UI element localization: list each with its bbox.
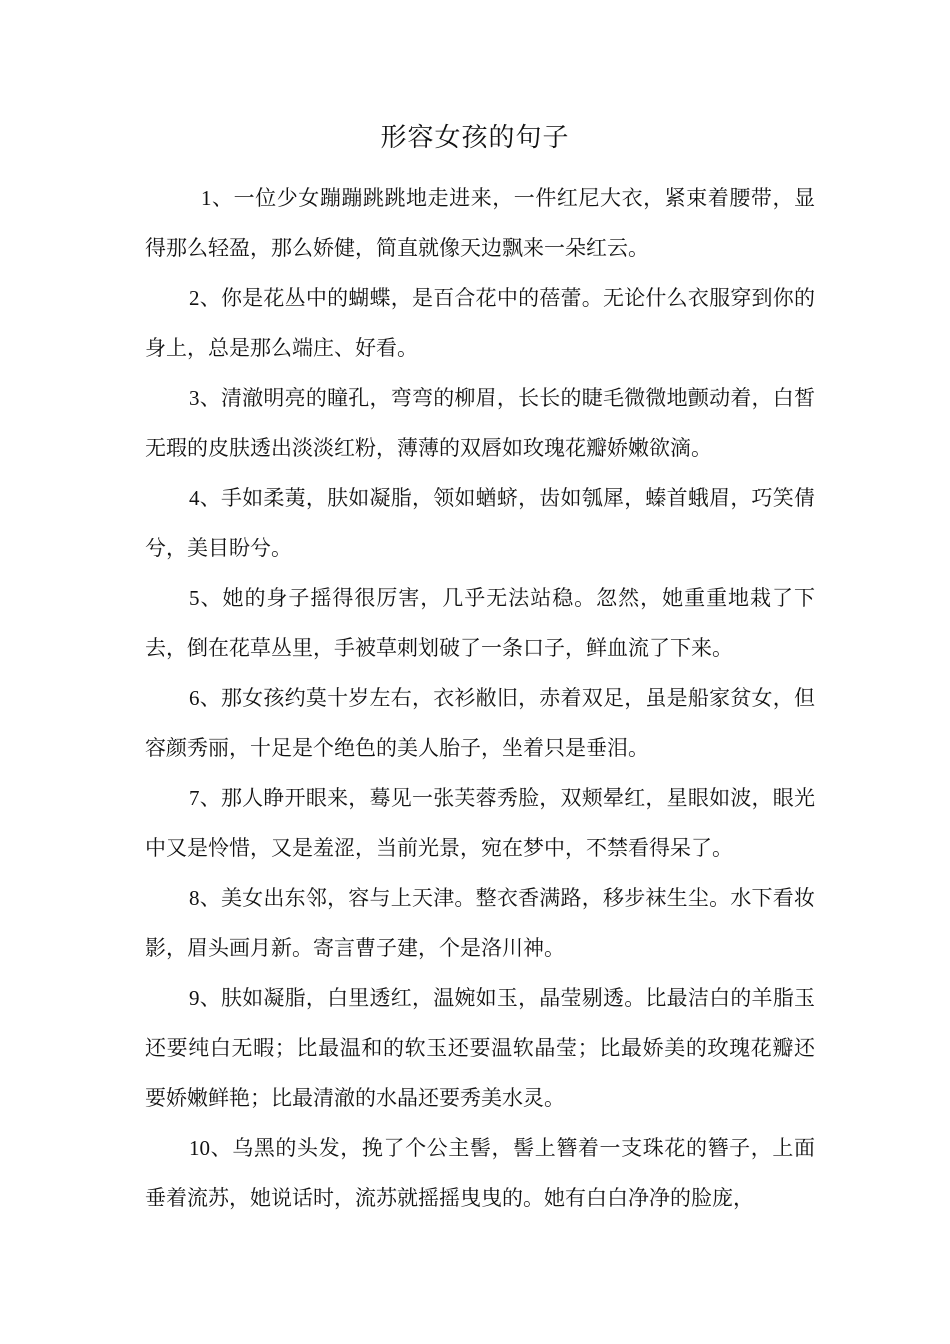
document-title: 形容女孩的句子 <box>380 123 570 153</box>
paragraph-5 <box>145 573 815 673</box>
paragraph-number: 10 <box>189 1136 210 1160</box>
paragraph-text: 、那女孩约莫十岁左右，衣衫敝旧，赤着双足，虽是船家贫女，但容颜秀丽，十足是个绝色的美人胎子，坐着只是垂泪。 <box>145 686 815 760</box>
paragraph-2 <box>145 273 815 373</box>
paragraph-number: 3 <box>189 386 200 410</box>
paragraph-number: 9 <box>189 986 200 1010</box>
paragraph-7 <box>145 773 815 873</box>
paragraph-number: 2 <box>189 286 200 310</box>
paragraph-number: 5 <box>189 586 200 610</box>
document-body <box>145 173 815 1223</box>
paragraph-6 <box>145 673 815 773</box>
paragraph-text: 、那人睁开眼来，蓦见一张芙蓉秀脸，双颊晕红，星眼如波，眼光中又是怜惜，又是羞涩，当前光景，宛在梦中，不禁看得呆了。 <box>145 786 815 860</box>
paragraph-number: 4 <box>189 486 200 510</box>
paragraph-text: 、肤如凝脂，白里透红，温婉如玉，晶莹剔透。比最洁白的羊脂玉还要纯白无暇；比最温和的软玉还要温软晶莹；比最娇美的玫瑰花瓣还要娇嫩鲜艳；比最清澈的水晶还要秀美水灵。 <box>145 986 815 1110</box>
paragraph-text: 、美女出东邻，容与上天津。整衣香满路，移步袜生尘。水下看妆影，眉头画月新。寄言曹子建，个是洛川神。 <box>145 886 815 960</box>
paragraph-text: 、乌黑的头发，挽了个公主髻，髻上簪着一支珠花的簪子，上面垂着流苏，她说话时，流苏就摇摇曳曳的。她有白白净净的脸庞， <box>145 1136 815 1210</box>
paragraph-number: 1 <box>201 186 212 210</box>
paragraph-number: 7 <box>189 786 200 810</box>
paragraph-text: 、她的身子摇得很厉害，几乎无法站稳。忽然，她重重地栽了下去，倒在花草丛里，手被草刺划破了一条口子，鲜血流了下来。 <box>145 586 815 660</box>
paragraph-4 <box>145 473 815 573</box>
paragraph-text: 、一位少女蹦蹦跳跳地走进来，一件红尼大衣，紧束着腰带，显得那么轻盈，那么娇健，简直就像天边飘来一朵红云。 <box>145 186 815 260</box>
paragraph-text: 、清澈明亮的瞳孔，弯弯的柳眉，长长的睫毛微微地颤动着，白皙无瑕的皮肤透出淡淡红粉，薄薄的双唇如玫瑰花瓣娇嫩欲滴。 <box>145 386 815 460</box>
paragraph-3 <box>145 373 815 473</box>
paragraph-text: 、手如柔荑，肤如凝脂，领如蝤蛴，齿如瓠犀，螓首蛾眉，巧笑倩兮，美目盼兮。 <box>145 486 815 560</box>
paragraph-1 <box>145 173 815 273</box>
paragraph-number: 8 <box>189 886 200 910</box>
paragraph-10 <box>145 1123 815 1223</box>
paragraph-9 <box>145 973 815 1123</box>
paragraph-text: 、你是花丛中的蝴蝶，是百合花中的蓓蕾。无论什么衣服穿到你的身上，总是那么端庄、好看。 <box>145 286 815 360</box>
paragraph-8 <box>145 873 815 973</box>
paragraph-number: 6 <box>189 686 200 710</box>
